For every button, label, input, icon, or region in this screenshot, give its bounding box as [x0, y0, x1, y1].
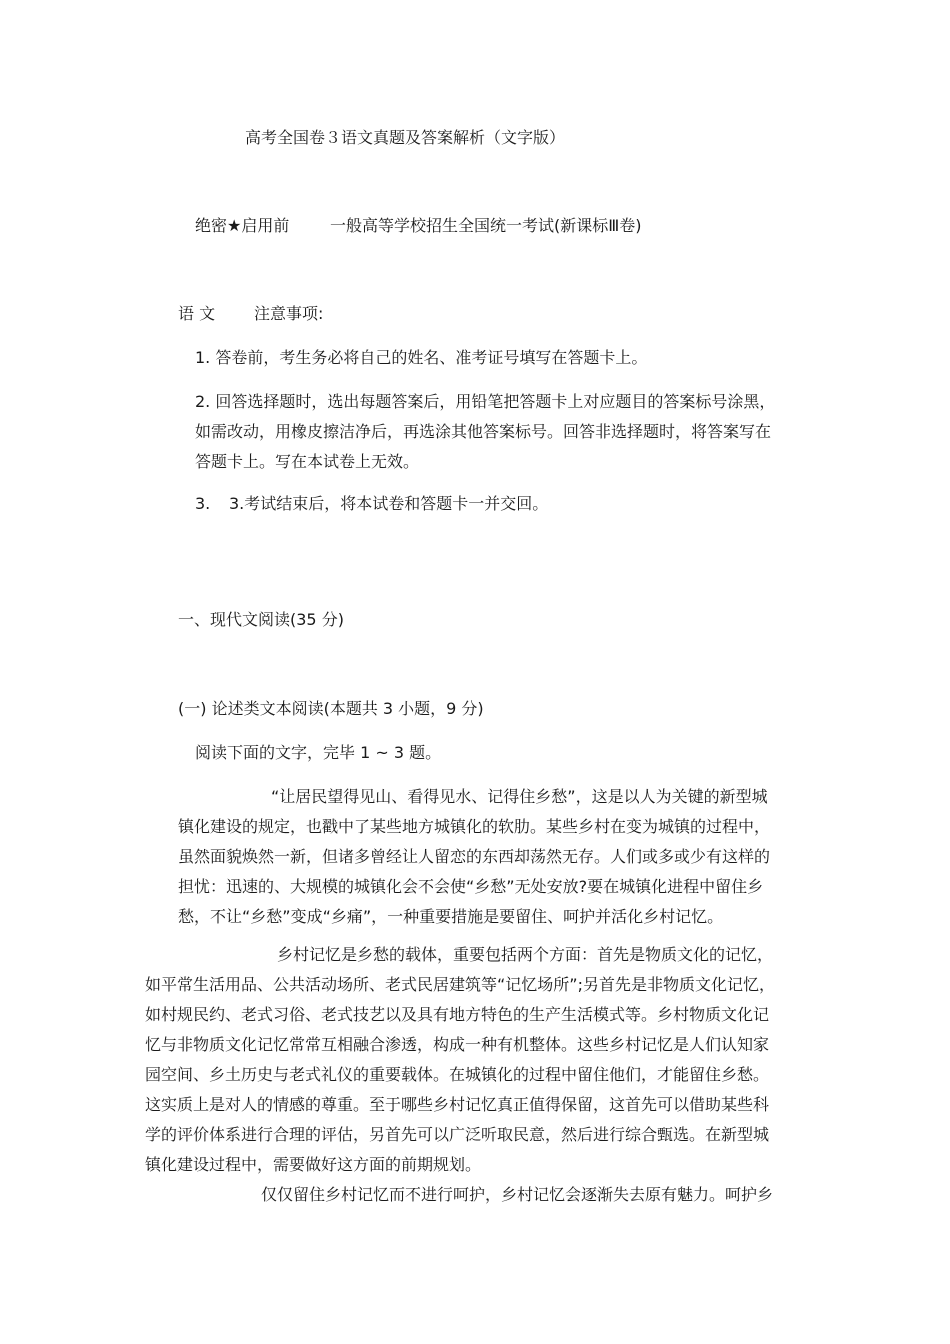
exam-name: 一般高等学校招生全国统一考试(新课标Ⅲ卷): [330, 216, 642, 235]
paragraph-1-line: 镇化建设的规定，也戳中了某些地方城镇化的软肋。某些乡村在变为城镇的过程中，: [178, 817, 771, 836]
paragraph-1: [178, 782, 770, 932]
paragraph-1-line: “让居民望得见山、看得见水、记得住乡愁”，这是以人为关键的新型城: [271, 787, 768, 806]
paragraph-1-line: 愁，不让“乡愁”变成“乡痛”，一种重要措施是要留住、呵护并活化乡村记忆。: [178, 907, 724, 926]
paragraph-1-line: 担忧：迅速的、大规模的城镇化会不会使“乡愁”无处安放?要在城镇化进程中留住乡: [178, 877, 764, 896]
confidential-mark: 绝密★启用前: [195, 216, 290, 235]
subject-label: 语 文: [178, 304, 216, 323]
paragraph-2-line: 这实质上是对人的情感的尊重。至于哪些乡村记忆真正值得保留，这首先可以借助某些科: [145, 1095, 770, 1114]
subsection-heading: (一) 论述类文本阅读(本题共 3 小题，9 分): [178, 699, 484, 718]
paragraph-1-line: 虽然面貌焕然一新，但诸多曾经让人留恋的东西却荡然无存。人们或多或少有这样的: [178, 847, 771, 866]
paragraph-3-line: 仅仅留住乡村记忆而不进行呵护，乡村记忆会逐渐失去原有魅力。呵护乡: [261, 1185, 774, 1204]
paragraph-2: [145, 940, 775, 1180]
notice-item-2-line-3: 答题卡上。写在本试卷上无效。: [195, 452, 420, 471]
notice-item-2: [195, 387, 775, 477]
paragraph-2-line: 镇化建设过程中，需要做好这方面的前期规划。: [145, 1155, 482, 1174]
document-title: 高考全国卷３语文真题及答案解析（文字版）: [245, 128, 566, 147]
section-heading: 一、现代文阅读(35 分): [178, 610, 344, 629]
reading-instruction: 阅读下面的文字，完毕 1 ~ 3 题。: [195, 743, 442, 762]
notice-item-2-line-2: 如需改动，用橡皮擦洁净后，再选涂其他答案标号。回答非选择题时，将答案写在: [195, 422, 772, 441]
paragraph-2-line: 园空间、乡土历史与老式礼仪的重要载体。在城镇化的过程中留住他们，才能留住乡愁。: [145, 1065, 770, 1084]
notice-item-3: 3.考试结束后，将本试卷和答题卡一并交回。: [229, 494, 549, 513]
notice-label: 注意事项:: [254, 304, 324, 323]
paragraph-2-line: 如平常生活用品、公共活动场所、老式民居建筑等“记忆场所”;另首先是非物质文化记忆，: [145, 975, 775, 994]
paragraph-2-line: 忆与非物质文化记忆常常互相融合渗透，构成一种有机整体。这些乡村记忆是人们认知家: [145, 1035, 770, 1054]
paragraph-2-line: 乡村记忆是乡愁的载体，重要包括两个方面：首先是物质文化的记忆，: [277, 945, 774, 964]
paragraph-2-line: 如村规民约、老式习俗、老式技艺以及具有地方特色的生产生活模式等。乡村物质文化记: [145, 1005, 770, 1024]
notice-item-3-number: 3.: [195, 494, 211, 513]
notice-item-2-line-1: 2. 回答选择题时，选出每题答案后，用铅笔把答题卡上对应题目的答案标号涂黑，: [195, 392, 776, 411]
paragraph-2-line: 学的评价体系进行合理的评估，另首先可以广泛听取民意，然后进行综合甄选。在新型城: [145, 1125, 770, 1144]
notice-item-1: 1. 答卷前，考生务必将自己的姓名、准考证号填写在答题卡上。: [195, 348, 648, 367]
